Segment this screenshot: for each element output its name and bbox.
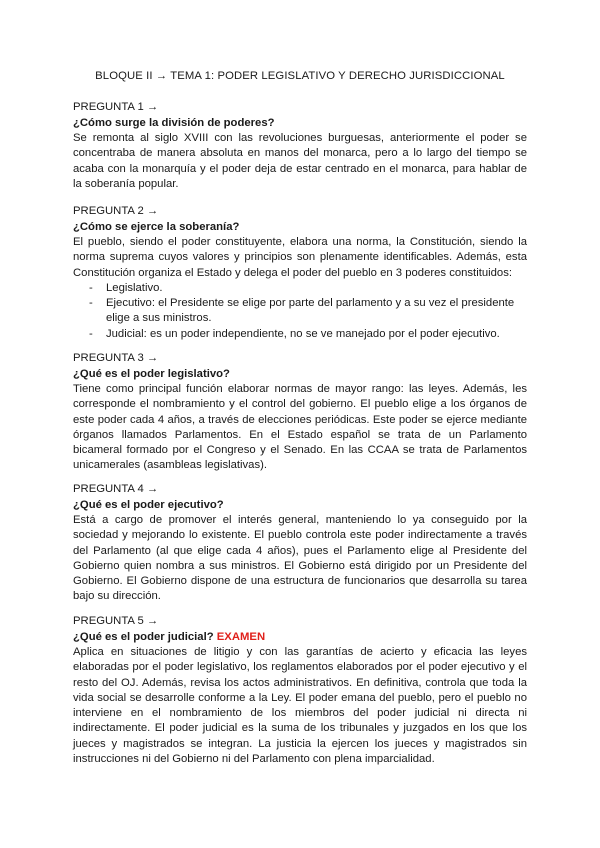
- question-label: PREGUNTA 3 →: [73, 352, 159, 364]
- question-label: PREGUNTA 4 →: [73, 483, 159, 495]
- list-item: [73, 327, 527, 342]
- bullet-marker: -: [89, 281, 93, 294]
- bullet-list: [73, 281, 527, 342]
- bullet-marker: -: [89, 297, 93, 310]
- question-title-text: ¿Qué es el poder judicial?: [73, 631, 214, 643]
- question-1: [73, 99, 527, 192]
- question-2: [73, 203, 527, 342]
- list-item: [73, 281, 527, 296]
- question-title: ¿Cómo se ejerce la soberanía?: [73, 221, 240, 233]
- question-5: [73, 613, 527, 767]
- list-item: [73, 296, 527, 327]
- question-4: [73, 481, 527, 605]
- document-title: BLOQUE II → TEMA 1: PODER LEGISLATIVO Y DERECHO JURISDICCIONAL: [95, 70, 505, 82]
- list-item-text: Ejecutivo: el Presidente se elige por parte del parlamento y a su vez el presidente elige a sus ministros.: [106, 297, 515, 325]
- bullet-marker: -: [89, 327, 93, 340]
- question-answer: Se remonta al siglo XVIII con las revoluciones burguesas, anteriormente el poder se concentraba de manera absoluta en manos del monarca, pero a lo largo del tiempo se acaba con la monarquía y el poder deja de estar centrado en el monarca, para hablar de la soberanía popular.: [73, 132, 527, 190]
- question-label: PREGUNTA 5 →: [73, 615, 159, 627]
- question-answer: El pueblo, siendo el poder constituyente, elabora una norma, la Constitución, siendo la norma suprema cuyos valores y principios son plenamente identificables. Además, esta Constitución organiza el Estado y delega el poder del pueblo en 3 poderes constituidos:: [73, 236, 527, 279]
- question-answer: Tiene como principal función elaborar normas de mayor rango: las leyes. Además, les corresponde el nombramiento y el control del gobierno. El pueblo elige a los órganos de este poder cada 4 años, a través de elecciones periódicas. Este poder se ejerce mediante órganos llamados Parlamentos. En el Estado español se trata de un Parlamento bicameral formado por el Congreso y el Senado. En las CCAA se trata de Parlamentos unicamerales (asambleas legislativas).: [73, 383, 527, 472]
- list-item-text: Legislativo.: [106, 281, 163, 294]
- question-answer: Aplica en situaciones de litigio y con las garantías de acierto y eficacia las leyes elaboradas por el poder legislativo, los reglamentos elaborados por el poder ejecutivo y el resto del OJ. Además, revisa los actos administrativos. En definitiva, controla que toda la vida social se desarrolle conforme a la Ley. El poder emana del pueblo, pero el pueblo no interviene en el nombramiento de los miembros del poder judicial ni directa ni indirectamente. El poder judicial es la suma de los tribunales y juzgados en los que los jueces y magistrados se integran. La justicia la ejercen los jueces y magistrados sin instrucciones ni del Gobierno ni del Parlamento con plena imparcialidad.: [73, 646, 527, 766]
- question-label: PREGUNTA 1 →: [73, 101, 159, 113]
- question-3: [73, 350, 527, 474]
- question-answer: Está a cargo de promover el interés general, manteniendo lo ya conseguido por la sociedad y mejorando lo existente. El pueblo controla este poder indirectamente a través del Parlamento (al que elige cada 4 años), pues el Parlamento elige al Presidente del Gobierno quien nombra a sus ministros. El Gobierno está dirigido por un Presidente del Gobierno. El Gobierno dispone de una estructura de funcionarios que desarrolla su tarea bajo su dirección.: [73, 514, 527, 603]
- question-title: ¿Qué es el poder ejecutivo?: [73, 499, 224, 511]
- list-item-text: Judicial: es un poder independiente, no se ve manejado por el poder ejecutivo.: [106, 327, 500, 340]
- question-title: ¿Cómo surge la división de poderes?: [73, 117, 275, 129]
- question-label: PREGUNTA 2 →: [73, 205, 159, 217]
- question-title: [73, 630, 527, 645]
- question-title: ¿Qué es el poder legislativo?: [73, 368, 230, 380]
- exam-tag: EXAMEN: [216, 631, 266, 643]
